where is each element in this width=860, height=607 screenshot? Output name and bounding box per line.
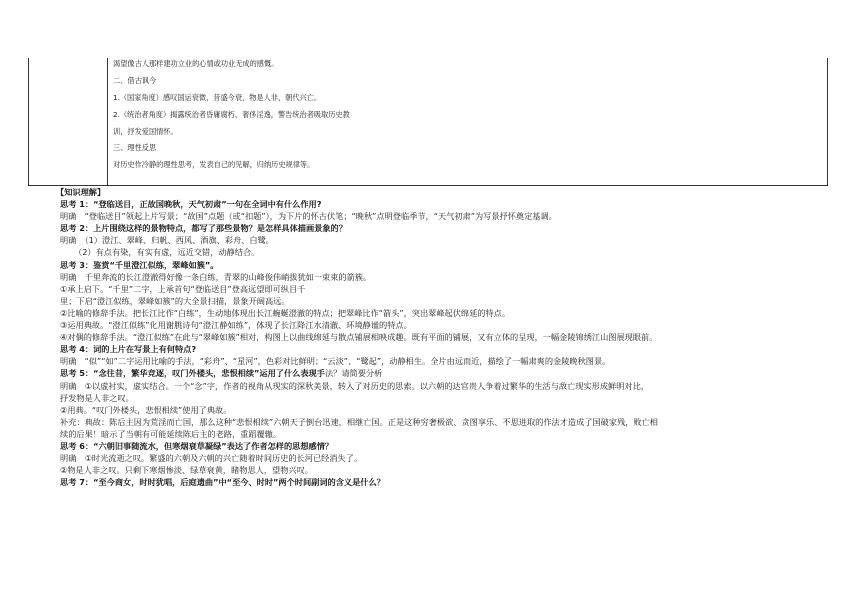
answer-line: 抒发物是人非之叹。 [60, 392, 134, 403]
question-5 [60, 367, 832, 379]
table-line: 对历史作冷静的理性思考，发表自己的见解，归纳历史规律等。 [113, 160, 315, 170]
answer-line: 明确 “登临送目”领起上片写景；“故国”点题（或“扣题”），为下片的怀古伏笔；“晚秋”点明登临季节，“天气初肃”为写景抒怀奠定基调。 [60, 211, 557, 222]
document-body [56, 186, 832, 488]
answer-line: 明确 （1）澄江、翠峰、归帆、西风、酒旗、彩舟、白鹭。 [60, 235, 274, 246]
answer-line: 明确 ①时光流逝之叹。繁盛的六朝及六朝的兴亡随着时间历史的长河已经消失了。 [60, 453, 363, 464]
answer-line: ④对偶的修辞手法。“澄江似练”在此与“翠峰如簇”相对，构图上以曲线绵延与散点铺展相映成趣。既有平面的铺展，又有立体的呈现，一幅金陵锦绣江山图展现眼前。 [60, 332, 658, 343]
table-column-divider [107, 58, 108, 185]
question-4: 思考 4：词的上片在写景上有何特点? [60, 344, 197, 355]
question-5-rest: 法？请简要分析 [324, 368, 383, 379]
question-6: 思考 6：“六朝旧事随流水，但寒烟衰草凝绿”表达了作者怎样的思想感情？ [60, 440, 334, 451]
answer-line: 明确 千里奔流的长江澄澈得好像一条白练，青翠的山峰俊伟峭拔犹如一束束的箭簇。 [60, 271, 372, 282]
answer-line: 里；下启“澄江似练，翠峰如簇”的大全景扫描，景象开阔高远。 [60, 295, 290, 306]
answer-line: 明确 ①以虚衬实，虚实结合。一个“念”字，作者的视角从现实的深秋美景，转入了对历史的思索。以六朝的达官贵人争着过繁华的生活与敌亡现实形成鲜明对比， [60, 380, 649, 391]
table-line: 2.（统治者角度）揭露统治者昏庸腐朽、奢侈淫逸，警告统治者吸取历史教 [113, 109, 350, 119]
notes-table [28, 58, 828, 186]
answer-line: 补充：典故：陈后主因为荒淫而亡国，那么这种“悲恨相续”六朝天子倒台迅速，相继亡国。正是这种穷奢极欲、贪图享乐、不思进取的作法才造成了国破家残，败亡相 [60, 416, 658, 427]
answer-line: ③运用典故。“澄江似练”化用谢朓诗句“澄江静如练”，体现了长江降江水清澈、环境静谧的特点。 [60, 320, 412, 331]
table-line: 训，抒发爱国情怀。 [113, 126, 178, 136]
question-7: 思考 7：“至今商女，时时犹唱，后庭遗曲”中“至今、时时”两个时间副词的含义是什么？ [60, 477, 385, 488]
answer-line: ①承上启下。“千里”二字，上承首句“登临送目”登高远望即可纵目千 [60, 283, 306, 294]
table-line: 1.（国家角度）感叹国运衰微，昔盛今衰，物是人非，朝代兴亡。 [113, 92, 322, 102]
table-line: 二、借古讽今 [113, 75, 157, 85]
question-5-bold: 思考 5：“念往昔，繁华竞逐，叹门外楼头，悲恨相续”运用了什么表现手 [60, 368, 325, 379]
answer-line: ②用典。“叹门外楼头，悲恨相续”使用了典故。 [60, 404, 232, 415]
answer-line: （2）有点有染，有实有虚，远近交错，动静结合。 [74, 247, 260, 258]
answer-line: 续的后果！暗示了当朝有可能延续陈后主的老路，重蹈覆辙。 [60, 428, 282, 439]
answer-line: ②物是人非之叹。只剩下寒烟惨淡、绿草衰黄，睹物思人，望物兴叹。 [60, 465, 313, 476]
answer-line: ②比喻的修辞手法。把长江比作“白练”，生动地体现出长江蜿蜒澄澈的特点；把翠峰比作“箭头”，突出翠峰起伏绵延的特点。 [60, 307, 511, 318]
section-heading: 【知识理解】 [56, 187, 106, 197]
question-1: 思考 1：“登临送目，正故国晚秋，天气初肃”一句在全词中有什么作用? [60, 199, 322, 210]
question-3: 思考 3：鉴赏“千里澄江似练，翠峰如簇”。 [60, 259, 219, 270]
table-line: 渴望像古人那样建功立业的心情或功业无成的感慨。 [113, 59, 279, 68]
answer-line: 明确 “似”“如”二字运用比喻的手法，“彩舟”、“星河”，色彩对比鲜明；“云淡”、“鹭起”，动静相生。全片由远而近，描绘了一幅肃爽的金陵晚秋图景。 [60, 356, 611, 367]
question-2: 思考 2：上片围绕这样的景物特点，都写了那些景物？是怎样具体描画景象的？ [60, 223, 347, 234]
table-content-cell [113, 60, 823, 178]
table-line: 三、理性反思 [113, 143, 157, 153]
